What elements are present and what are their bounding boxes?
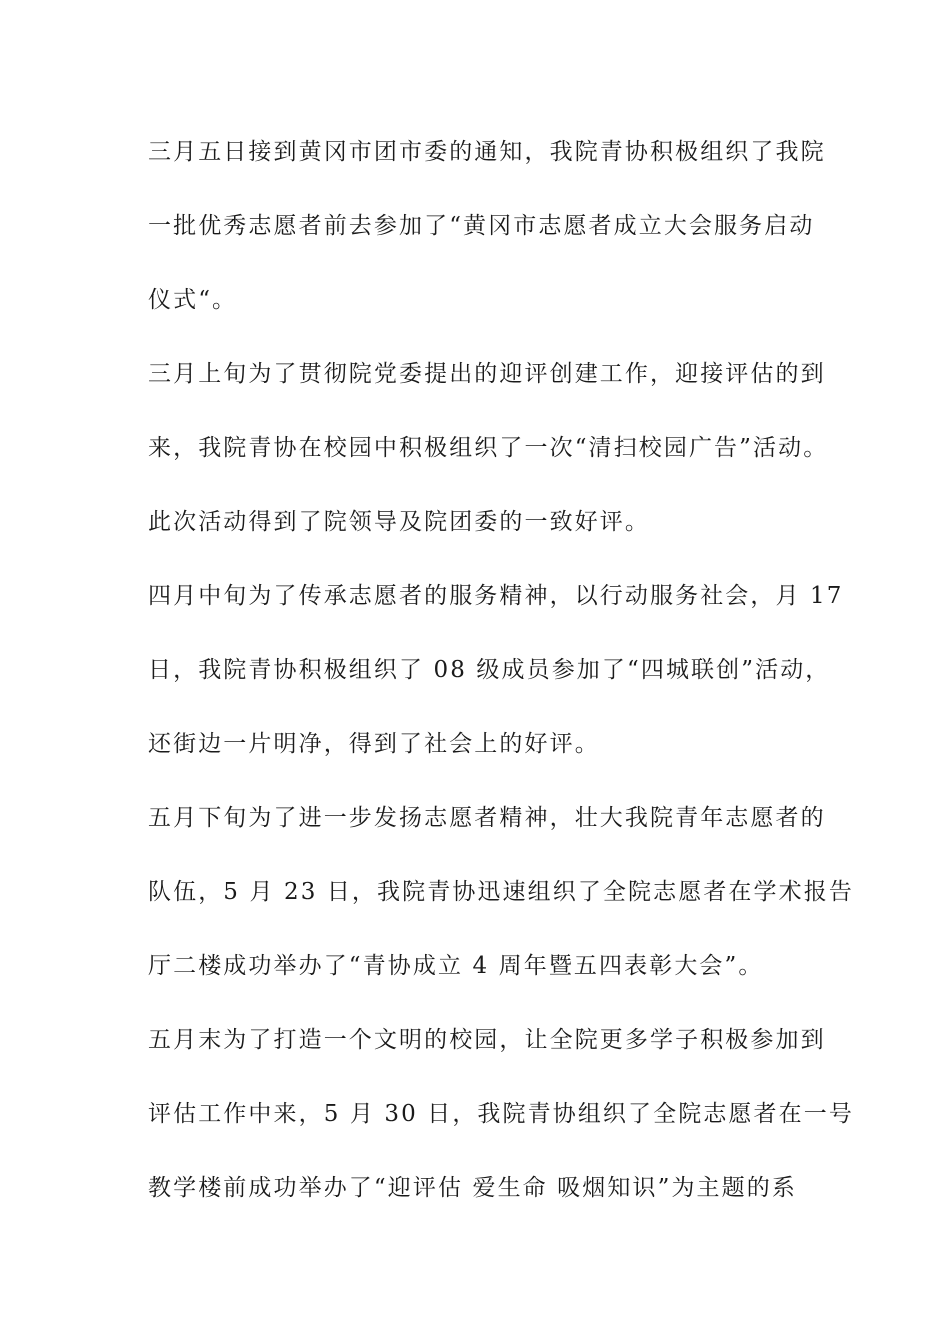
- text-line: 五月末为了打造一个文明的校园，让全院更多学子积极参加到: [148, 1027, 826, 1053]
- text-line: 厅二楼成功举办了“青协成立 4 周年暨五四表彰大会”。: [148, 953, 764, 979]
- text-line: 教学楼前成功举办了“迎评估 爱生命 吸烟知识”为主题的系: [148, 1175, 797, 1201]
- text-line: 四月中旬为了传承志愿者的服务精神，以行动服务社会，月 17: [148, 583, 844, 609]
- text-line: 五月下旬为了进一步发扬志愿者精神，壮大我院青年志愿者的: [148, 805, 826, 831]
- text-line: 一批优秀志愿者前去参加了“黄冈市志愿者成立大会服务启动: [148, 213, 815, 239]
- text-line: 还街边一片明净，得到了社会上的好评。: [148, 731, 600, 757]
- text-line: 来，我院青协在校园中积极组织了一次“清扫校园广告”活动。: [148, 435, 829, 461]
- text-line: 三月上旬为了贯彻院党委提出的迎评创建工作，迎接评估的到: [148, 361, 826, 387]
- text-line: 仪式“。: [148, 287, 238, 313]
- text-line: 日，我院青协积极组织了 08 级成员参加了“四城联创”活动，: [148, 657, 831, 683]
- text-line: 此次活动得到了院领导及院团委的一致好评。: [148, 509, 650, 535]
- text-line: 队伍，5 月 23 日，我院青协迅速组织了全院志愿者在学术报告: [148, 879, 854, 905]
- text-line: 三月五日接到黄冈市团市委的通知，我院青协积极组织了我院: [148, 139, 826, 165]
- text-line: 评估工作中来，5 月 30 日，我院青协组织了全院志愿者在一号: [148, 1101, 854, 1127]
